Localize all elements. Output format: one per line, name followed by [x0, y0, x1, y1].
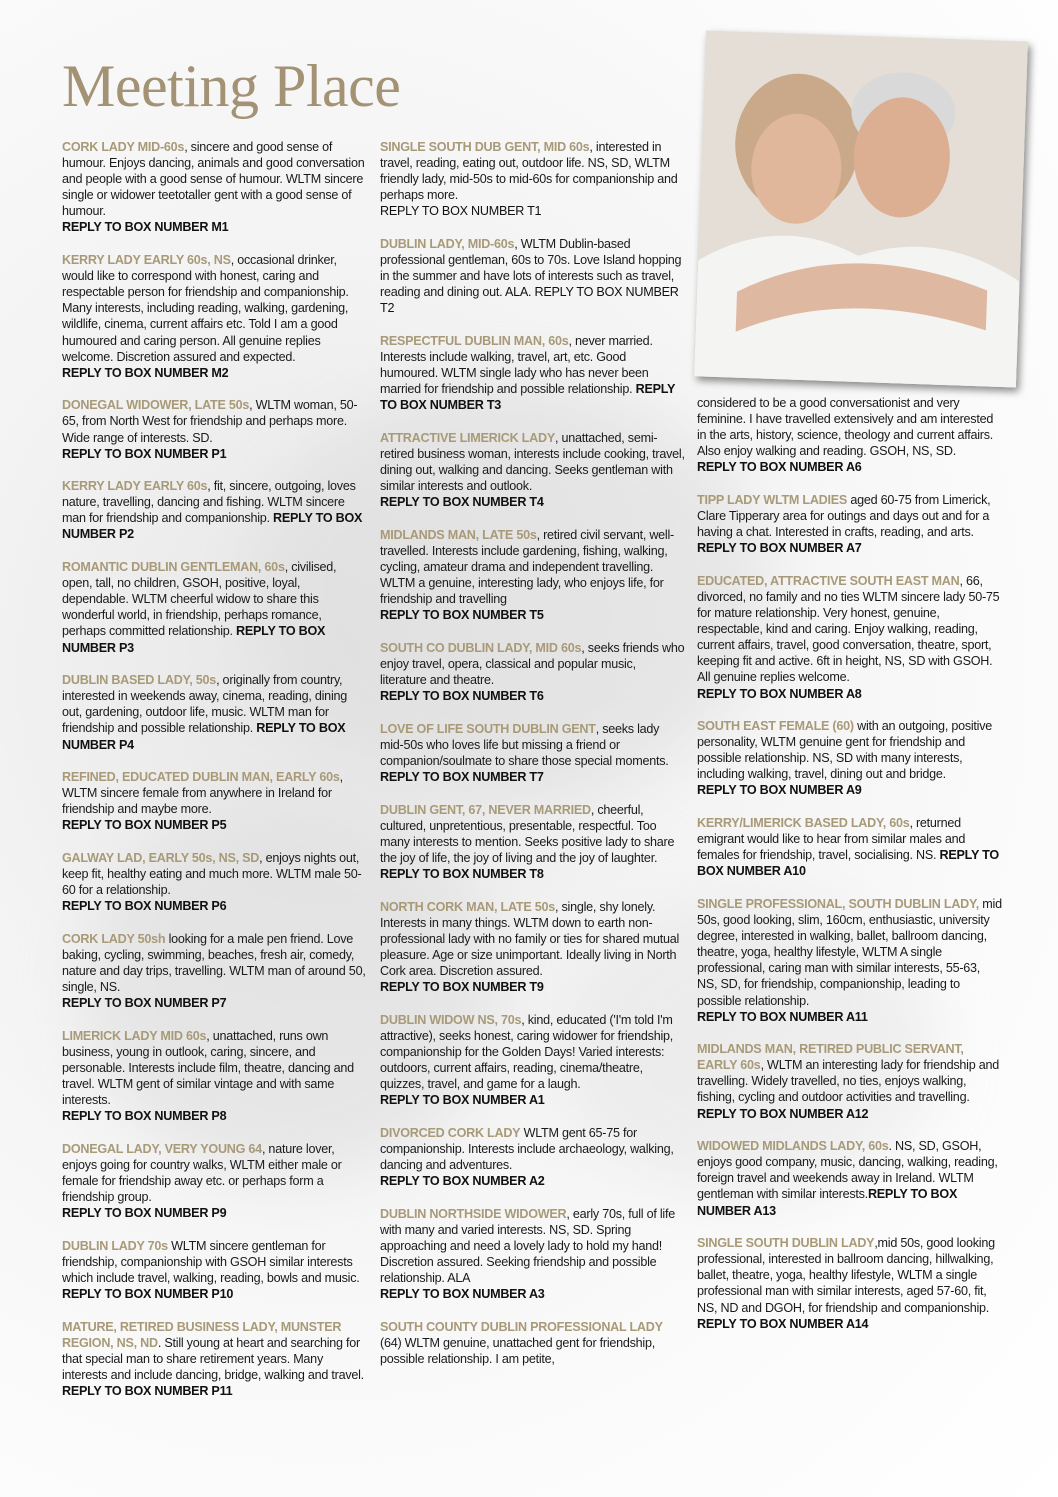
ad-text: , 66, divorced, no family and no ties WLTM sincere lady 50-75 for mature relationship. Very honest, genuine, respectable, kind and caring. Enjoy walking, reading, current affairs, travel, good conversation, theatre, sport, keeping fit and active. 6ft in height, NS, SD with GSOH. All genuine replies welcome. — [697, 573, 1000, 685]
ad-heading: SINGLE SOUTH DUBLIN LADY — [697, 1236, 875, 1251]
ad-heading: LIMERICK LADY MID 60s — [62, 1028, 207, 1043]
reply-box-number: REPLY TO BOX NUMBER P5 — [62, 818, 227, 833]
personal-ad — [62, 1319, 367, 1399]
ad-heading: SOUTH COUNTY DUBLIN PROFESSIONAL LADY — [380, 1319, 663, 1334]
ad-heading: SINGLE SOUTH DUB GENT, MID 60s — [380, 140, 590, 154]
reply-box-number: REPLY TO BOX NUMBER T8 — [380, 867, 544, 882]
reply-box-number: REPLY TO BOX NUMBER P8 — [62, 1109, 227, 1124]
ad-text: , interested in travel, reading, eating out, outdoor life. NS, SD, WLTM friendly lady, mid-50s to mid-60s for companionship and perhaps more. — [380, 140, 678, 203]
ad-text: WLTM sincere gentleman for friendship, companionship with GSOH similar interests which include travel, walking, reading, bowls and music. — [62, 1238, 360, 1286]
couple-photo — [694, 30, 1028, 387]
ad-heading: MIDLANDS MAN, LATE 50s — [380, 527, 537, 542]
ad-text: , returned emigrant would like to hear from similar males and females for friendship, travel, socialising. NS. — [697, 816, 966, 863]
ad-text: , WLTM sincere female from anywhere in Ireland for friendship and maybe more. — [62, 770, 343, 817]
ad-heading: RESPECTFUL DUBLIN MAN, 60s — [380, 333, 569, 348]
personal-ad — [62, 1141, 367, 1221]
personal-ad — [62, 1238, 367, 1302]
reply-box-number: REPLY TO BOX NUMBER A8 — [697, 686, 862, 701]
personal-ad — [697, 1235, 1002, 1332]
ad-text: , civilised, open, tall, no children, GSOH, positive, loyal, dependable. WLTM cheerful widow to share this wonderful world, in friendship, perhaps romance, perhaps committed relationship. — [62, 560, 337, 639]
page-title: Meeting Place — [62, 53, 401, 119]
ad-heading: GALWAY LAD, EARLY 50s, NS, SD — [62, 850, 260, 865]
personal-ad — [62, 931, 367, 1011]
couple-photo-image — [694, 30, 1028, 387]
ad-text: , cheerful, cultured, unpretentious, presentable, respectful. Too many interests to mention. Seeks positive lady to share the joy of life, the joy of living and the joy of laughter. — [380, 802, 675, 865]
ad-text: , WLTM woman, 50-65, from North West for friendship and perhaps more. Wide range of interests. SD. — [62, 398, 358, 445]
personal-ad — [62, 397, 367, 461]
ad-text: (64) WLTM genuine, unattached gent for friendship, possible relationship. I am petite, — [380, 1335, 655, 1366]
ad-text: considered to be a good conversationist and very feminine. I have travelled extensively and am interested in the arts, history, science, theology and current affairs. Also enjoy walking and reading. GSOH, NS, SD. — [697, 396, 994, 459]
ad-heading: DUBLIN WIDOW NS, 70s — [380, 1012, 522, 1027]
column-2 — [380, 139, 685, 1384]
reply-box-number: REPLY TO BOX NUMBER A6 — [697, 460, 862, 475]
reply-box-number: REPLY TO BOX NUMBER A9 — [697, 783, 862, 798]
personal-ad — [380, 802, 685, 882]
reply-box-number: REPLY TO BOX NUMBER M1 — [62, 220, 229, 235]
ad-heading: DUBLIN LADY 70s — [62, 1238, 168, 1253]
personal-ad — [697, 395, 1002, 475]
personal-ad — [380, 899, 685, 996]
reply-box-number: REPLY TO BOX NUMBER T3 — [380, 382, 675, 413]
ad-heading: DUBLIN GENT, 67, NEVER MARRIED — [380, 802, 591, 817]
ad-text: , single, shy lonely. Interests in many things. WLTM down to earth non-professional lady with no family or ties for shared mutual pleasure. Age or size unimportant. Ideally living in North Cork area. Discretion assured. — [380, 899, 680, 979]
ad-heading: KERRY LADY EARLY 60s, NS — [62, 253, 231, 268]
ad-text: with an outgoing, positive personality, WLTM genuine gent for friendship and possible relationship. NS, SD with many interests, including walking, travel, dining out and bridge. — [697, 719, 993, 782]
ad-text: aged 60-75 from Limerick, Clare Tipperary area for outings and days out and for a having a chat. Interested in crafts, reading, and arts. — [697, 492, 991, 540]
personal-ad — [380, 1012, 685, 1109]
personal-ad — [697, 1041, 1002, 1121]
ad-heading: REFINED, EDUCATED DUBLIN MAN, EARLY 60s — [62, 770, 340, 785]
ad-heading: TIPP LADY WLTM LADIES — [697, 492, 848, 507]
reply-box-number: REPLY TO BOX NUMBER P9 — [62, 1206, 227, 1221]
ad-text: looking for a male pen friend. Love baking, cycling, swimming, beaches, fresh air, comedy, nature and day trips, travelling. WLTM man of around 50, single, NS. — [62, 931, 366, 995]
ad-heading: DUBLIN LADY, MID-60s — [380, 236, 515, 251]
ad-text: . Still young at heart and searching for that special man to share retirement years. Many interests and include dancing, bridge, walking and travel. — [62, 1335, 364, 1382]
reply-box-number: REPLY TO BOX NUMBER A13 — [697, 1187, 958, 1218]
personal-ad — [380, 333, 685, 413]
reply-box-number: REPLY TO BOX NUMBER P1 — [62, 446, 227, 461]
personal-ad — [697, 896, 1002, 1025]
ad-heading: WIDOWED MIDLANDS LADY, 60s — [697, 1139, 889, 1154]
reply-box-number: REPLY TO BOX NUMBER T1 — [380, 204, 542, 219]
personal-ad — [380, 236, 685, 316]
ad-text: , never married. Interests include walking, travel, art, etc. Good humoured. WLTM single lady who has never been married for friendship and possible relationship. — [380, 333, 653, 397]
reply-box-number: REPLY TO BOX NUMBER T5 — [380, 608, 544, 623]
ad-text: , seeks friends who enjoy travel, opera, classical and popular music, literature and theatre. — [380, 640, 685, 688]
ad-text: , enjoys nights out, keep fit, healthy eating and much more. WLTM male 50-60 for a relationship. — [62, 850, 362, 898]
personal-ad — [380, 139, 685, 219]
ad-text: , nature lover, enjoys going for country walks, WLTM either male or female for friendship away etc. or perhaps form a friendship group. — [62, 1141, 342, 1205]
reply-box-number: REPLY TO BOX NUMBER P10 — [62, 1287, 234, 1302]
couple-illustration — [694, 30, 1028, 387]
ad-text: mid 50s, good looking, slim, 160cm, enthusiastic, university degree, interested in walking, ballet, ballroom dancing, theatre, yoga, healthy lifestyle, WLTM A single professional, caring man with similar interests, 55-63, NS, SD, for friendship, companionship, leading to possible relationship. — [697, 896, 1002, 1008]
ad-heading: ROMANTIC DUBLIN GENTLEMAN, 60s — [62, 560, 285, 575]
ad-text: , originally from country, interested in weekends away, cinema, reading, dining out, gardening, outdoor life, music. WLTM man for friendship and possible relationship. — [62, 673, 347, 736]
personal-ad — [62, 559, 367, 656]
ad-heading: DIVORCED CORK LADY — [380, 1125, 521, 1140]
personal-ad — [697, 815, 1002, 879]
ad-text: , unattached, runs own business, young in outlook, caring, sincere, and personable. Interests include film, theatre, dancing and travel. WLTM gent of similar vintage and with same interests. — [62, 1028, 354, 1108]
ad-heading: KERRY LADY EARLY 60s — [62, 479, 208, 494]
ad-heading: DUBLIN BASED LADY, 50s — [62, 673, 217, 688]
personal-ad — [380, 1319, 685, 1367]
ad-heading: SOUTH CO DUBLIN LADY, MID 60s — [380, 640, 582, 655]
reply-box-number: REPLY TO BOX NUMBER P4 — [62, 721, 346, 752]
ad-text: , WLTM an interesting lady for friendship and travelling. Widely travelled, no ties, enjoys walking, fishing, cycling and outdoor activities and travelling. — [697, 1058, 999, 1105]
ad-heading: DONEGAL LADY, VERY YOUNG 64 — [62, 1141, 262, 1156]
reply-box-number: REPLY TO BOX NUMBER P2 — [62, 511, 363, 542]
personal-ad — [380, 430, 685, 510]
ad-text: , WLTM Dublin-based professional gentleman, 60s to 70s. Love Island hopping in the summer and have lots of interests such as travel, reading and dining out. — [380, 236, 682, 300]
personal-ad — [62, 1028, 367, 1125]
reply-box-number: REPLY TO BOX NUMBER T4 — [380, 495, 544, 510]
ad-text: , retired civil servant, well-travelled. Interests include gardening, fishing, walking, cycling, amateur drama and independent travelling. WLTM a genuine, interesting lady, who enjoys life, for friendship and travelling — [380, 527, 674, 607]
personal-ad — [380, 640, 685, 704]
personal-ad — [380, 1125, 685, 1189]
personal-ad — [380, 527, 685, 624]
personal-ad — [62, 769, 367, 833]
reply-box-number: REPLY TO BOX NUMBER P6 — [62, 899, 227, 914]
ad-text: , fit, sincere, outgoing, loves nature, travelling, dancing and fishing. WLTM sincere man for friendship and companionship. — [62, 479, 356, 526]
reply-box-number: REPLY TO BOX NUMBER T9 — [380, 980, 544, 995]
ad-heading: CORK LADY 50sh — [62, 931, 166, 946]
ad-heading: ATTRACTIVE LIMERICK LADY — [380, 430, 555, 445]
ad-text: , sincere and good sense of humour. Enjoys dancing, animals and good conversation and people with a good sense of humour. WLTM sincere single or widower teetotaller gent with a good sense of humour. — [62, 140, 365, 219]
ad-heading: CORK LADY MID-60s — [62, 140, 185, 154]
personal-ad — [62, 478, 367, 542]
personal-ad — [380, 721, 685, 785]
ad-text: , seeks lady mid-50s who loves life but missing a friend or companion/soulmate to share those special moments. — [380, 721, 669, 768]
ad-text: , unattached, semi-retired business woman, interests include cooking, travel, dining out, walking and dancing. Seeks gentleman with similar interests and outlook. — [380, 430, 685, 494]
reply-box-number: REPLY TO BOX NUMBER T7 — [380, 770, 544, 785]
ad-heading: NORTH CORK MAN, LATE 50s — [380, 899, 555, 914]
ad-heading: MATURE, RETIRED BUSINESS LADY, MUNSTER REGION, NS, ND — [62, 1319, 342, 1350]
column-1 — [62, 139, 367, 1416]
personal-ad — [697, 492, 1002, 556]
reply-box-number: REPLY TO BOX NUMBER P11 — [62, 1384, 233, 1399]
personal-ad — [62, 252, 367, 381]
ad-heading: SOUTH EAST FEMALE (60) — [697, 719, 854, 734]
ad-heading: EDUCATED, ATTRACTIVE SOUTH EAST MAN — [697, 573, 960, 588]
personal-ad — [62, 672, 367, 752]
ad-heading: LOVE OF LIFE SOUTH DUBLIN GENT — [380, 721, 596, 736]
ad-heading: SINGLE PROFESSIONAL, SOUTH DUBLIN LADY, — [697, 896, 980, 911]
ad-text: ,mid 50s, good looking professional, interested in ballroom dancing, hillwalking, ballet, theatre, yoga, healthy lifestyle, WLTM a single professional man with similar interests, aged 57-60, fit, NS, ND and DGOH, for friendship and companionship. — [697, 1236, 995, 1315]
ad-heading: DONEGAL WIDOWER, LATE 50s — [62, 398, 250, 413]
personal-ad — [697, 1138, 1002, 1218]
ad-text: , early 70s, full of life with many and varied interests. NS, SD. Spring approaching and need a lovely lady to hold my hand! Discretion assured. Seeking friendship and possible relationship. ALA — [380, 1206, 675, 1286]
reply-box-number: REPLY TO BOX NUMBER T6 — [380, 689, 544, 704]
reply-box-number: REPLY TO BOX NUMBER A2 — [380, 1174, 545, 1189]
reply-box-number: REPLY TO BOX NUMBER A3 — [380, 1287, 545, 1302]
reply-box-number: REPLY TO BOX NUMBER A11 — [697, 1009, 868, 1024]
ad-heading: DUBLIN NORTHSIDE WIDOWER — [380, 1206, 567, 1221]
reply-box-number: REPLY TO BOX NUMBER A14 — [697, 1316, 869, 1331]
ad-text: , kind, educated ('I'm told I'm attractive), seeks honest, caring widower for friendship, companionship for the Golden Days! Varied interests: outdoors, current affairs, reading, cinema/theatre, quizzes, travel, and game for a laugh. — [380, 1012, 674, 1092]
reply-box-number: ALA. REPLY TO BOX NUMBER T2 — [380, 285, 679, 316]
personal-ad — [697, 718, 1002, 798]
reply-box-number: REPLY TO BOX NUMBER A10 — [697, 848, 999, 879]
ad-text: . NS, SD, GSOH, enjoys good company, music, dancing, walking, reading, foreign travel and weekends away in Ireland. WLTM gentleman with similar interests. — [697, 1139, 998, 1202]
reply-box-number: REPLY TO BOX NUMBER A7 — [697, 541, 862, 556]
reply-box-number: REPLY TO BOX NUMBER P3 — [62, 624, 326, 655]
personal-ad — [697, 573, 1002, 702]
personal-ad — [380, 1206, 685, 1303]
ad-text: WLTM gent 65-75 for companionship. Interests include archaeology, walking, dancing and adventures. — [380, 1125, 674, 1172]
personal-ad — [62, 139, 367, 236]
ad-heading: KERRY/LIMERICK BASED LADY, 60s — [697, 816, 910, 831]
reply-box-number: REPLY TO BOX NUMBER A1 — [380, 1093, 545, 1108]
ad-heading: MIDLANDS MAN, RETIRED PUBLIC SERVANT, EARLY 60s — [697, 1042, 964, 1073]
personal-ad — [62, 850, 367, 914]
column-3 — [697, 395, 1002, 1348]
reply-box-number: REPLY TO BOX NUMBER M2 — [62, 365, 229, 380]
reply-box-number: REPLY TO BOX NUMBER P7 — [62, 996, 227, 1011]
ad-text: , occasional drinker, would like to correspond with honest, caring and respectable person for friendship and companionship. Many interests, including reading, walking, gardening, wildlife, cinema, current affairs etc. Told I am a good humoured and caring person. All genuine replies welcome. Discretion assured and expected. — [62, 253, 349, 364]
reply-box-number: REPLY TO BOX NUMBER A12 — [697, 1106, 869, 1121]
